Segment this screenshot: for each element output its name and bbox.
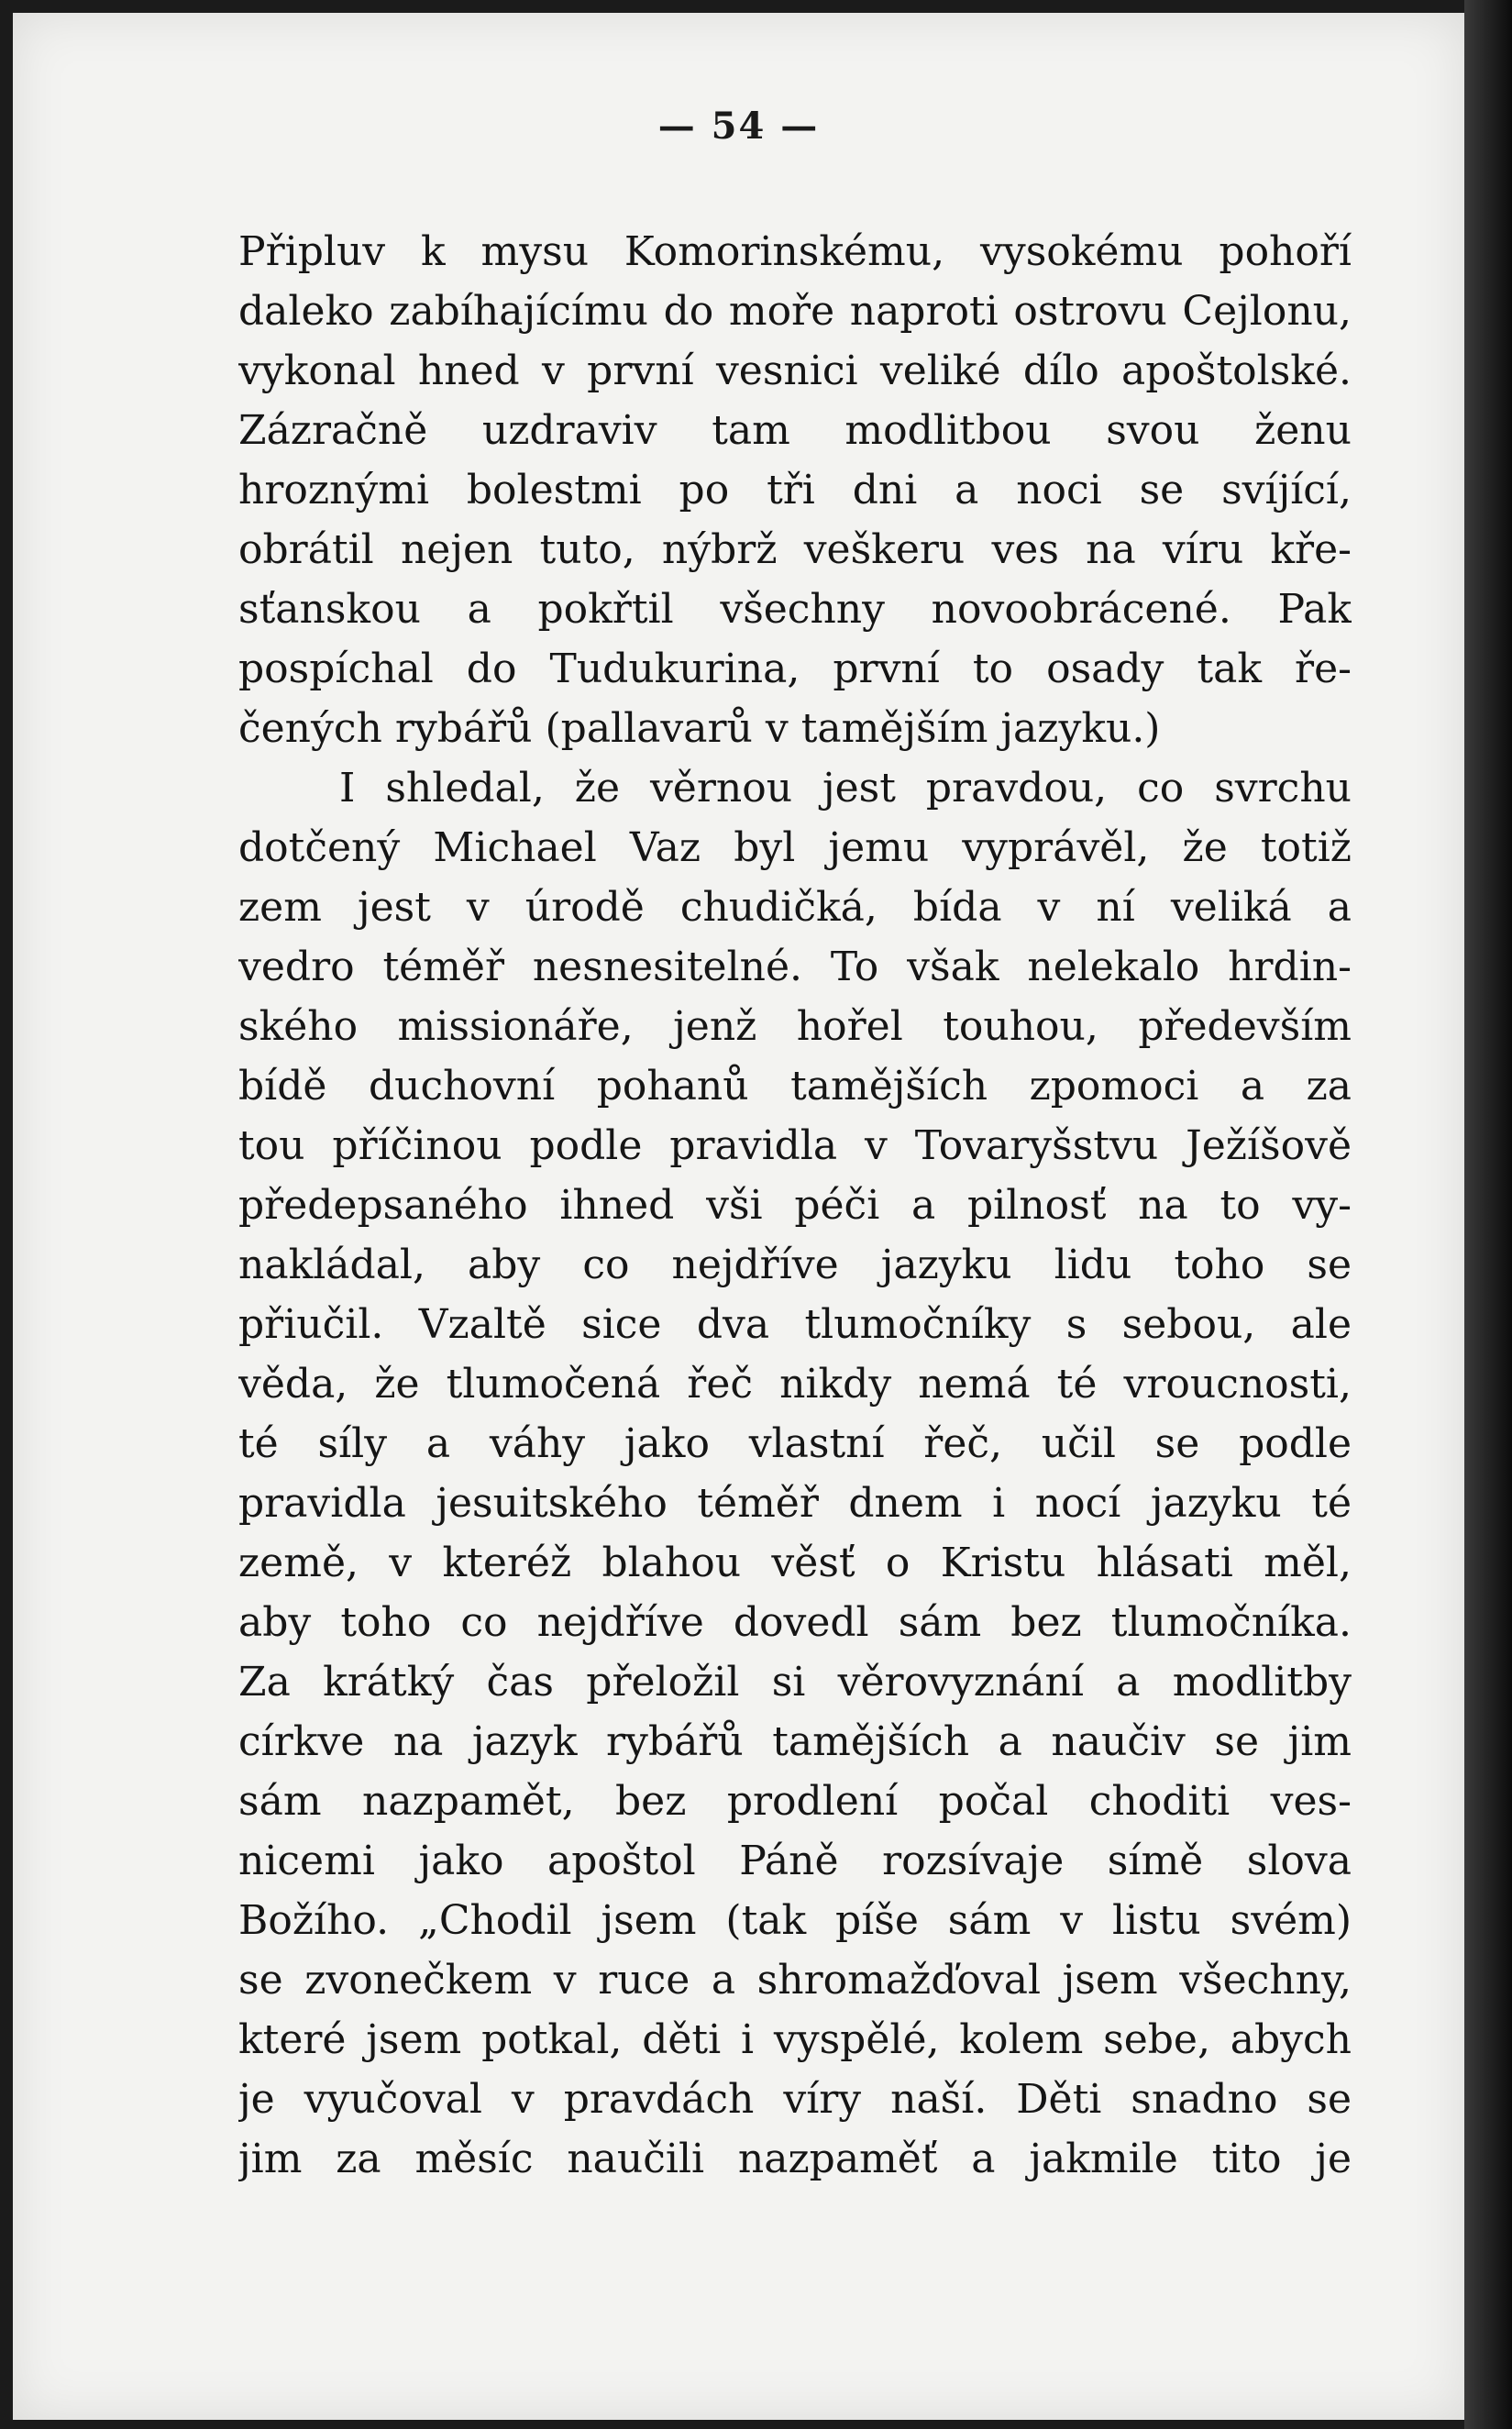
page-edge-shadow [1464, 0, 1512, 2429]
text-line: daleko zabíhajícímu do moře naproti ostrovu Cejlonu, [238, 288, 1352, 335]
text-line: I shledal, že věrnou jest pravdou, co svrchu [339, 765, 1352, 812]
text-line: sám nazpamět, bez prodlení počal choditi ves- [238, 1778, 1352, 1825]
text-line: země, v kteréž blahou věsť o Kristu hlásati měl, [238, 1540, 1352, 1586]
text-line: věda, že tlumočená řeč nikdy nemá té vroucnosti, [238, 1361, 1352, 1408]
page-number: — 54 — [657, 105, 820, 148]
body-text [238, 222, 1352, 2189]
text-line: sťanskou a pokřtil všechny novoobrácené. Pak [238, 586, 1352, 633]
text-line: obrátil nejen tuto, nýbrž veškeru ves na víru kře- [238, 526, 1352, 573]
text-line: je vyučoval v pravdách víry naší. Děti snadno se [238, 2076, 1352, 2123]
text-line: Božího. „Chodil jsem (tak píše sám v listu svém) [238, 1897, 1352, 1944]
text-line: které jsem potkal, děti i vyspělé, kolem sebe, abych [238, 2016, 1352, 2063]
text-line: hroznými bolestmi po tři dni a noci se svíjící, [238, 467, 1352, 513]
text-line: pravidla jesuitského téměř dnem i nocí jazyku té [238, 1480, 1352, 1527]
text-line: ského missionáře, jenž hořel touhou, především [238, 1003, 1352, 1050]
text-line: Zázračně uzdraviv tam modlitbou svou ženu [238, 407, 1352, 454]
text-line: vedro téměř nesnesitelné. To však nelekalo hrdin- [238, 944, 1352, 990]
text-line: Připluv k mysu Komorinskému, vysokému pohoří [238, 228, 1352, 275]
text-line: nakládal, aby co nejdříve jazyku lidu toho se [238, 1242, 1352, 1288]
text-line: jim za měsíc naučili nazpaměť a jakmile tito je [238, 2136, 1352, 2182]
text-line: přiučil. Vzaltě sice dva tlumočníky s sebou, ale [238, 1301, 1352, 1348]
text-line: předepsaného ihned vši péči a pilnosť na to vy- [238, 1182, 1352, 1229]
text-line: bídě duchovní pohanů tamějších zpomoci a za [238, 1063, 1352, 1110]
text-line: nicemi jako apoštol Páně rozsívaje símě slova [238, 1838, 1352, 1884]
text-line: aby toho co nejdříve dovedl sám bez tlumočníka. [238, 1599, 1352, 1646]
text-line: Za krátký čas přeložil si věrovyznání a modlitby [238, 1659, 1352, 1706]
text-line: vykonal hned v první vesnici veliké dílo apoštolské. [238, 348, 1352, 394]
text-line: se zvonečkem v ruce a shromažďoval jsem všechny, [238, 1957, 1352, 2004]
text-line: pospíchal do Tudukurina, první to osady tak ře- [238, 646, 1352, 692]
text-line: čených rybářů (pallavarů v tamějším jazyku.) [238, 705, 1161, 752]
text-line: dotčený Michael Vaz byl jemu vyprávěl, že totiž [238, 824, 1352, 871]
book-page [13, 13, 1464, 2420]
text-line: církve na jazyk rybářů tamějších a naučiv se jim [238, 1718, 1352, 1765]
text-line: tou příčinou podle pravidla v Tovaryšstvu Ježíšově [238, 1122, 1352, 1169]
text-line: zem jest v úrodě chudičká, bída v ní veliká a [238, 884, 1352, 931]
text-line: té síly a váhy jako vlastní řeč, učil se podle [238, 1420, 1352, 1467]
